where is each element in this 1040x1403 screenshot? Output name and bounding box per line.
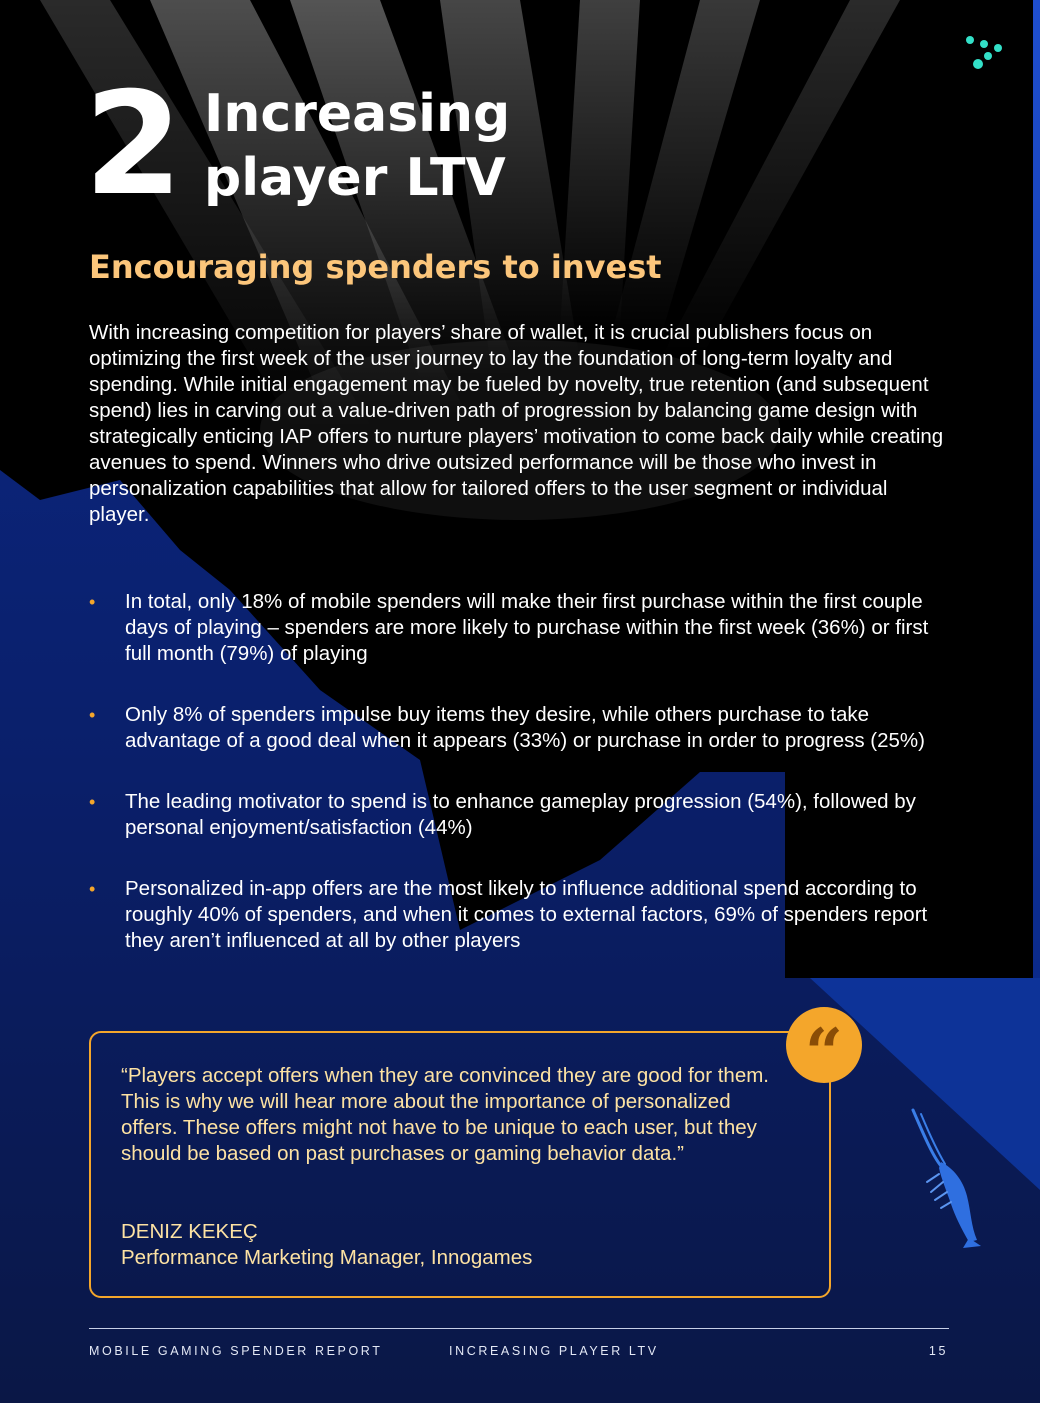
list-item: [89, 702, 959, 754]
chapter-title: [204, 82, 624, 210]
list-item: [89, 789, 959, 841]
intro-paragraph: With increasing competition for players’ share of wallet, it is crucial publishers focus on optimizing the first week of the user journey to lay the foundation of long-term loyalty and spending. While initial engagement may be fueled by novelty, true retention (and subsequent spend) lies in carving out a value-driven path of progression by balancing game design with strategically enticing IAP offers to nurture players’ motivation to come back daily while creating avenues to spend. Winners who drive outsized performance will be those who invest in personalization capabilities that allow for tailored offers to the user segment or individual player.: [89, 321, 944, 526]
chapter-title-line: player LTV: [204, 148, 506, 208]
list-item-text: The leading motivator to spend is to enhance gameplay progression (54%), followed by personal enjoyment/satisfaction (44%): [125, 790, 916, 839]
list-item-text: Personalized in-app offers are the most likely to influence additional spend according to roughly 40% of spenders, and when it comes to external factors, 69% of spenders report they aren’t influenced at all by other players: [125, 877, 928, 952]
quote-box: [89, 1031, 831, 1298]
footer-report-name: MOBILE GAMING SPENDER REPORT: [89, 1344, 383, 1358]
shrimp-illustration: [905, 1108, 985, 1248]
quote-author: DENIZ KEKEÇ: [121, 1220, 258, 1243]
list-item: [89, 876, 959, 954]
bullet-marker: •: [89, 705, 96, 725]
chapter-number: 2: [84, 62, 179, 227]
quote-mark-glyph: “: [805, 1014, 843, 1092]
quote-mark-icon: [786, 1007, 862, 1092]
list-item: [89, 589, 959, 667]
list-item-text: In total, only 18% of mobile spenders will make their first purchase within the first couple days of playing – spenders are more likely to purchase within the first week (36%) or first full month (79%) of playing: [125, 590, 929, 665]
list-item-text: Only 8% of spenders impulse buy items they desire, while others purchase to take advantage of a good deal when it appears (33%) or purchase in order to progress (25%): [125, 703, 925, 752]
page-number: 15: [928, 1344, 948, 1358]
bullet-marker: •: [89, 792, 96, 812]
chapter-title-line: Increasing: [204, 84, 511, 144]
quote-text: “Players accept offers when they are convinced they are good for them. This is why we will hear more about the importance of personalized offers. These offers might not have to be unique to each user, but they should be based on past purchases or gaming behavior data.”: [121, 1064, 770, 1165]
quote-author-role: Performance Marketing Manager, Innogames: [121, 1246, 533, 1269]
footer-section-name: INCREASING PLAYER LTV: [449, 1344, 659, 1358]
dots-logo-icon: [962, 34, 1008, 70]
key-findings-list: [89, 589, 959, 989]
bullet-marker: •: [89, 592, 96, 612]
section-subtitle: Encouraging spenders to invest: [89, 248, 662, 286]
bullet-marker: •: [89, 879, 96, 899]
footer-divider: [89, 1328, 949, 1329]
